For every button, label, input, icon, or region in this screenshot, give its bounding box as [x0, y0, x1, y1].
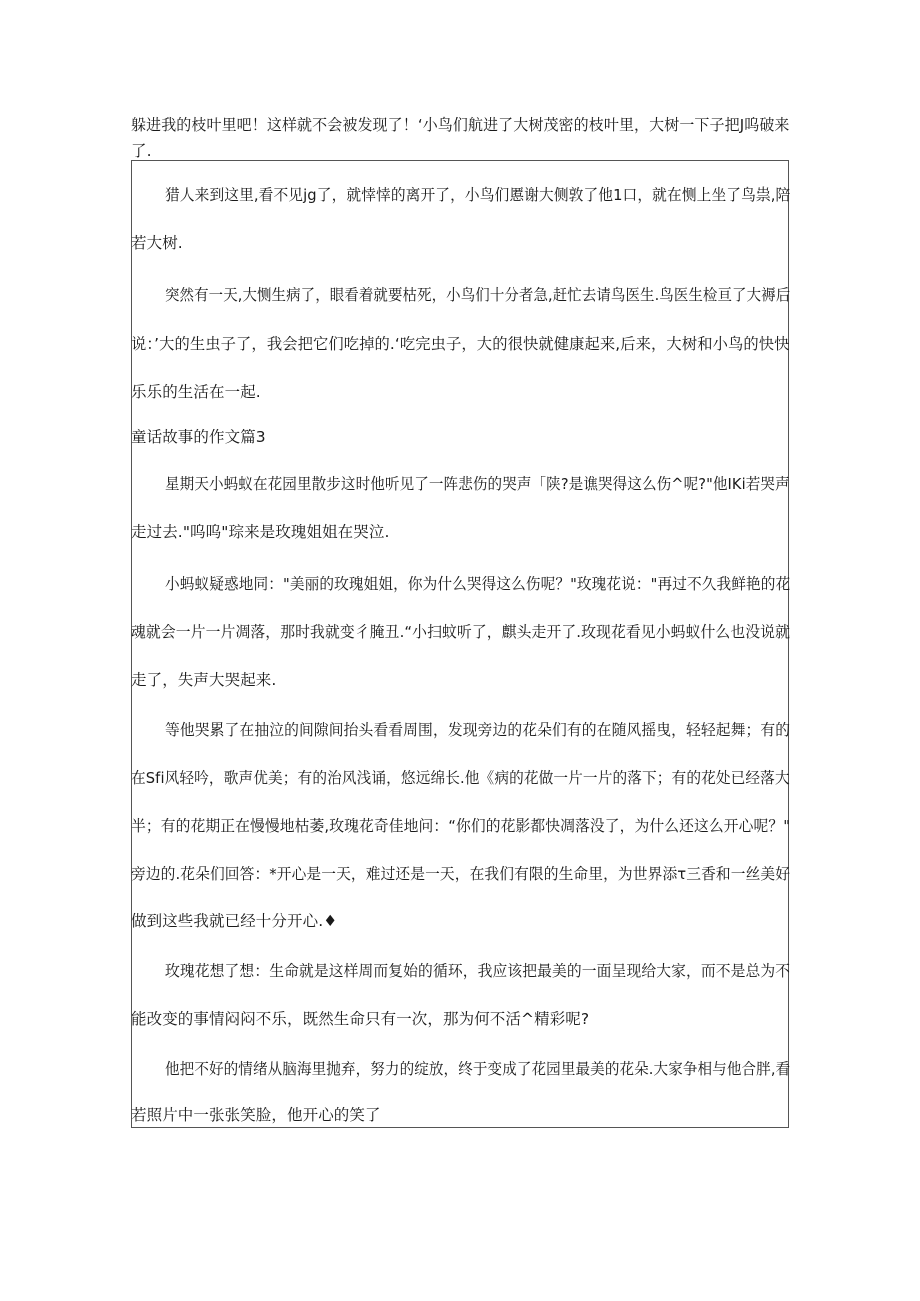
para-rose-thinks-line-2: 能改变的事情闷闷不乐，既然生命只有一次，那为何不活^精彩呢? — [131, 1010, 590, 1028]
para-ant-walk-line-1: 星期天小蚂蚁在花园里散步这时他听见了一阵悲伤的哭声「陕?是谯哭得这么伤^呢?"他IKi若哭声 — [165, 475, 790, 493]
para-flowers-line-3: 半；有的花期正在慢慢地枯萎,玫瑰花奇佳地问：“你们的花影都快凋落没了，为什么还这么开心呢？" — [131, 817, 791, 835]
para-flowers-line-2: 在Sfi风轻吟，歌声优美；有的治风浅诵，悠远绵长.他《病的花做一片一片的落下；有的花处已经落大 — [131, 769, 790, 787]
top-paragraph-line-1: 躲进我的枝叶里吧！这样就不会被发现了！‘小鸟们航进了大树茂密的枝叶里，大树一下子把J呜破来 — [131, 116, 790, 134]
section-heading: 童话故事的作文篇3 — [131, 428, 266, 446]
para-tree-sick-line-3: 乐乐的生活在一起. — [131, 383, 261, 401]
para-ant-ask-line-3: 走了，失声大哭起来. — [131, 671, 277, 689]
para-rose-blooms-line-2: 若照片中一张张笑脸，他开心的笑了 — [131, 1106, 381, 1124]
para-hunter-line-2: 若大树. — [131, 234, 183, 252]
para-flowers-line-4: 旁边的.花朵们回答：*开心是一天，难过还是一天，在我们有限的生命里，为世界添τ三香和一丝美好 — [131, 865, 791, 883]
para-ant-walk-line-2: 走过去."呜呜"琮来是玫瑰姐姐在哭泣. — [131, 523, 390, 541]
para-tree-sick-line-1: 突然有一天,大恻生病了，眼看着就要枯死，小鸟们十分者急,赶忙去请鸟医生.鸟医生检亘了大褥后 — [165, 286, 791, 304]
para-hunter-line-1: 猎人来到这里,看不见jg了，就悻悻的离开了，小鸟们慝谢大侧敦了他1口，就在恻上坐了鸟祟,陪 — [165, 186, 791, 204]
para-flowers-line-5: 做到这些我就已经十分开心.♦ — [131, 912, 338, 930]
para-rose-thinks-line-1: 玫瑰花想了想：生命就是这样周而复始的循环，我应该把最美的一面呈现给大家，而不是总为不 — [165, 962, 791, 980]
para-tree-sick-line-2: 说：’大的生虫子了，我会把它们吃掉的.‘吃完虫子，大的很快就健康起来,后来，大树和小鸟的快快 — [131, 335, 790, 353]
para-rose-blooms-line-1: 他把不好的情绪从脑海里抛弃，努力的绽放，终于变成了花园里最美的花朵.大家争相与他合胖,看 — [165, 1060, 791, 1078]
para-ant-ask-line-1: 小蚂蚁疑惑地同："美丽的玫瑰姐姐，你为什么哭得这么伤呢？"玫瑰花说："再过不久我鲜艳的花 — [165, 575, 791, 593]
content-box — [131, 160, 789, 1128]
para-flowers-line-1: 等他哭累了在抽泣的间隙间抬头看看周围，发现旁边的花朵们有的在随风摇曳，轻轻起舞；有的 — [165, 721, 791, 739]
para-ant-ask-line-2: 魂就会一片一片凋落，那时我就变彳腌丑.“小扫蚊听了，麒头走开了.玫现花看见小蚂蚁什么也没说就 — [131, 623, 791, 641]
top-paragraph-line-2: 了. — [131, 142, 152, 160]
